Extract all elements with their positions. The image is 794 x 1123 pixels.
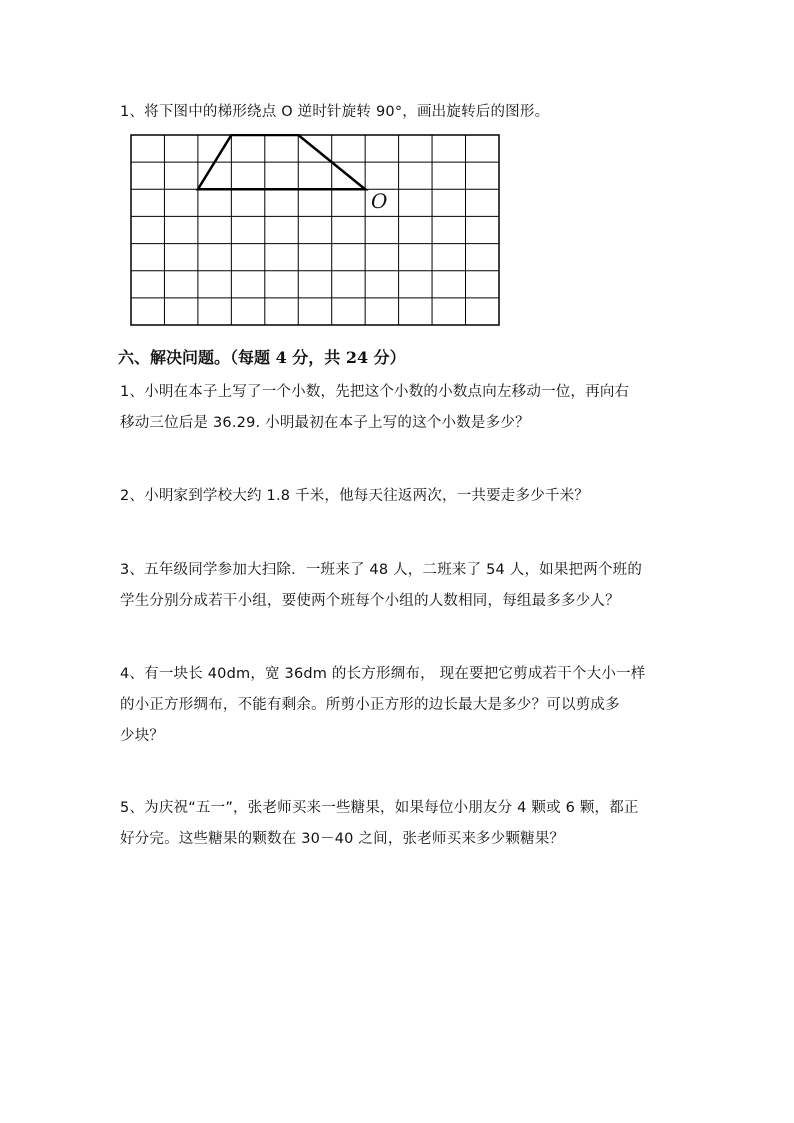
grid-figure — [130, 134, 500, 326]
question-6-1-line2: 移动三位后是 36.29. 小明最初在本子上写的这个小数是多少？ — [120, 415, 530, 431]
question-6-3-line1: 3、五年级同学参加大扫除．一班来了 48 人，二班来了 54 人，如果把两个班的 — [120, 562, 643, 578]
question-6-4-line2: 的小正方形绸布，不能有剩余。所剪小正方形的边长最大是多少？可以剪成多 — [120, 697, 620, 713]
point-o-label: O — [371, 189, 388, 213]
question-5-1-text: 1、将下图中的梯形绕点 O 逆时针旋转 90°，画出旋转后的图形。 — [120, 104, 550, 120]
question-6-2: 2、小明家到学校大约 1.8 千米，他每天往返两次，一共要走多少千米？ — [120, 488, 590, 504]
question-6-4-line3: 少块？ — [120, 728, 165, 744]
grid-lines — [131, 135, 499, 325]
question-6-5-line2: 好分完。这些糖果的颗数在 30－40 之间，张老师买来多少颗糖果？ — [120, 831, 565, 847]
section-6-heading: 六、解决问题。（每题 4 分，共 24 分） — [118, 348, 406, 367]
question-6-1-line1: 1、小明在本子上写了一个小数，先把这个小数的小数点向左移动一位，再向右 — [120, 384, 630, 400]
question-6-5-line1: 5、为庆祝“五一”，张老师买来一些糖果，如果每位小朋友分 4 颗或 6 颗，都正 — [120, 800, 639, 816]
question-6-4-line1: 4、有一块长 40dm，宽 36dm 的长方形绸布， 现在要把它剪成若干个大小一样 — [120, 666, 646, 682]
question-6-3-line2: 学生分别分成若干小组，要使两个班每个小组的人数相同，每组最多多少人？ — [120, 593, 620, 609]
